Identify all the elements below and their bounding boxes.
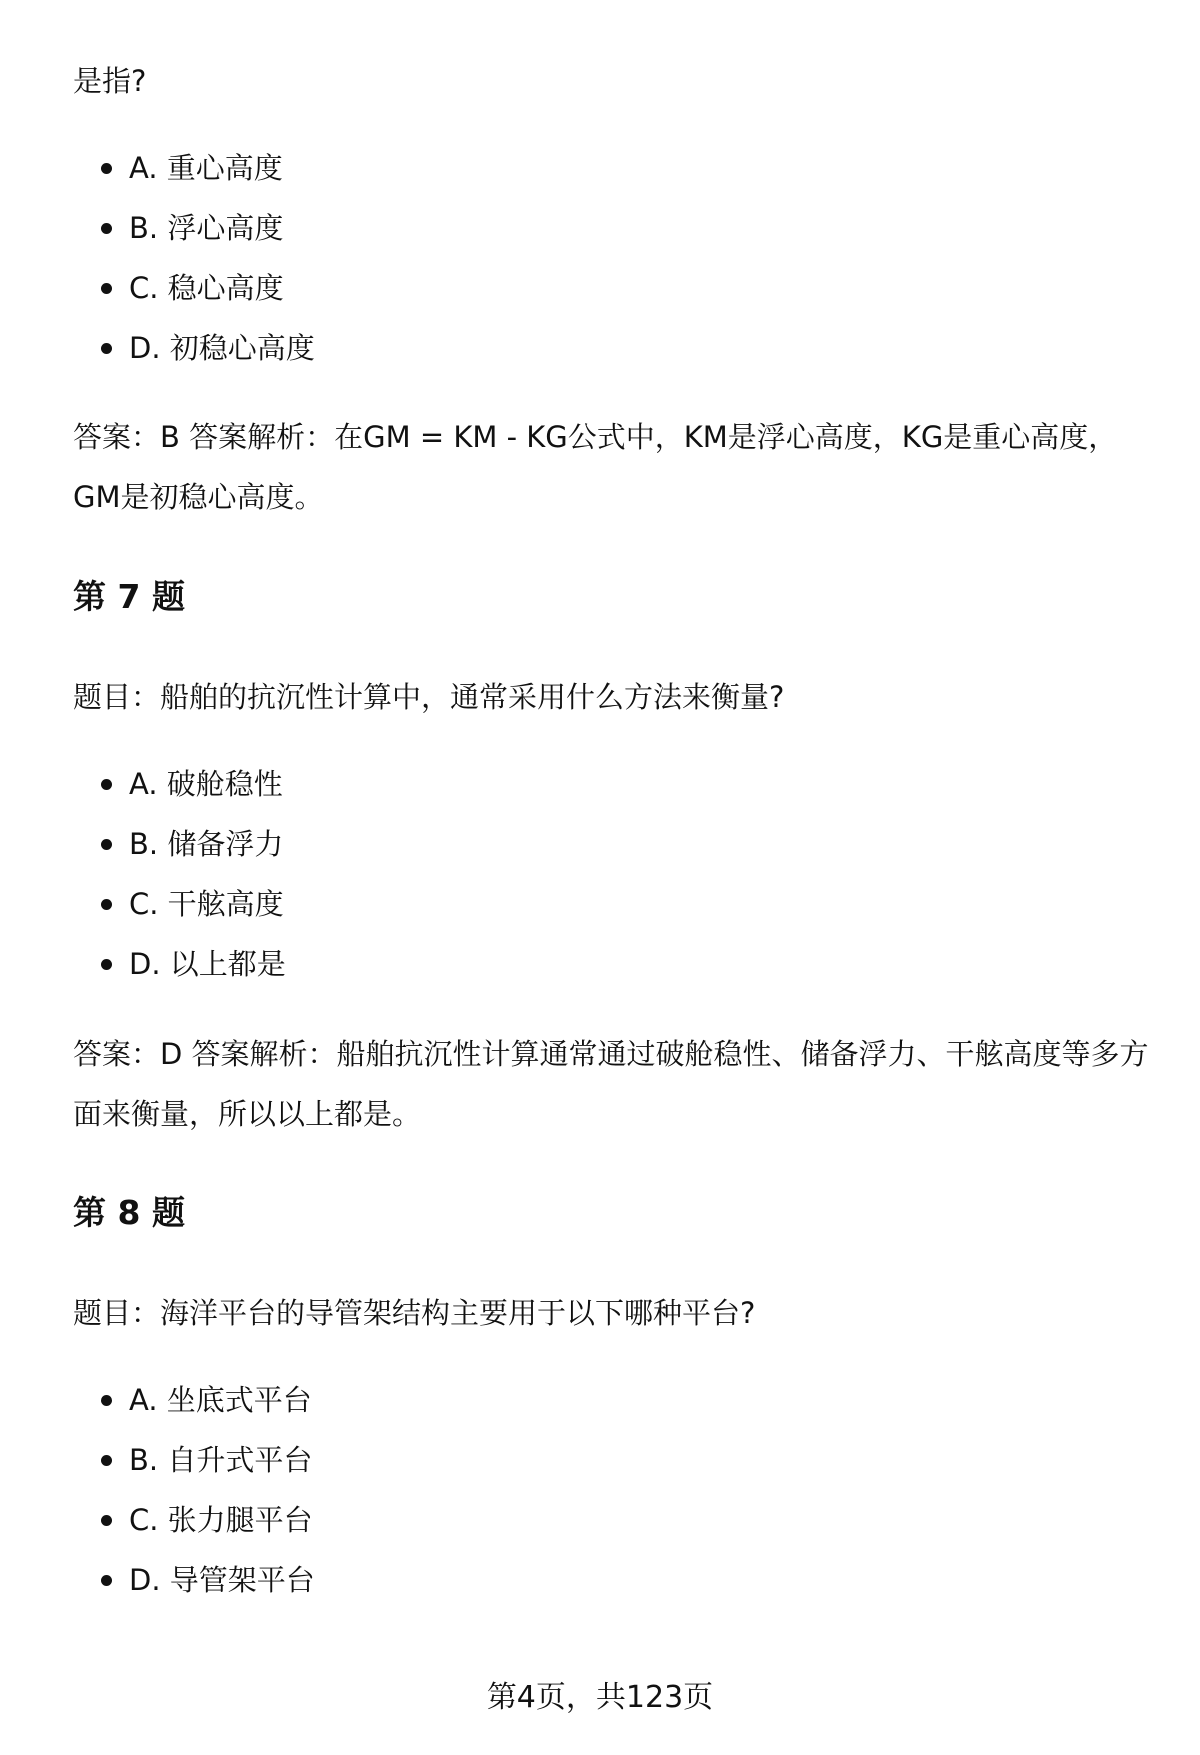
option-item [73,198,315,258]
option-item [73,754,286,814]
bullet-icon [101,779,112,790]
bullet-icon [101,1575,112,1586]
bullet-icon [101,283,112,294]
option-text: D. 初稳心高度 [129,331,315,365]
option-item [73,1370,315,1430]
question-7-options [73,754,286,994]
page-indicator: 第4页，共123页 [486,1680,714,1715]
question-8-heading: 第 8 题 [73,1193,185,1232]
option-text: B. 自升式平台 [129,1443,313,1477]
bullet-icon [101,343,112,354]
bullet-icon [101,1395,112,1406]
option-text: D. 以上都是 [129,947,286,981]
option-text: C. 稳心高度 [129,271,284,305]
option-text: D. 导管架平台 [129,1563,315,1597]
bullet-icon [101,223,112,234]
option-item [73,1490,315,1550]
question-6-options [73,138,315,378]
option-text: A. 破舱稳性 [129,767,283,801]
bullet-icon [101,959,112,970]
bullet-icon [101,163,112,174]
bullet-icon [101,1455,112,1466]
option-text: B. 储备浮力 [129,827,284,861]
option-text: B. 浮心高度 [129,211,284,245]
question-7-answer: 答案：D 答案解析：船舶抗沉性计算通常通过破舱稳性、储备浮力、干舷高度等多方面来衡量，所以以上都是。 [73,1037,1149,1131]
option-item [73,318,315,378]
question-7-stem: 题目：船舶的抗沉性计算中，通常采用什么方法来衡量? [73,680,785,714]
option-text: C. 张力腿平台 [129,1503,313,1537]
question-6-stem-tail: 是指? [73,64,147,98]
option-item [73,1550,315,1610]
option-item [73,1430,315,1490]
question-6-answer: 答案：B 答案解析：在GM = KM - KG公式中，KM是浮心高度，KG是重心高度，GM是初稳心高度。 [73,420,1118,514]
option-item [73,814,286,874]
option-text: C. 干舷高度 [129,887,284,921]
bullet-icon [101,1515,112,1526]
option-item [73,258,315,318]
option-item [73,138,315,198]
question-8-stem: 题目：海洋平台的导管架结构主要用于以下哪种平台? [73,1296,756,1330]
question-8-options [73,1370,315,1610]
option-item [73,874,286,934]
option-text: A. 重心高度 [129,151,283,185]
option-item [73,934,286,994]
question-7-heading: 第 7 题 [73,577,185,616]
option-text: A. 坐底式平台 [129,1383,312,1417]
bullet-icon [101,899,112,910]
bullet-icon [101,839,112,850]
